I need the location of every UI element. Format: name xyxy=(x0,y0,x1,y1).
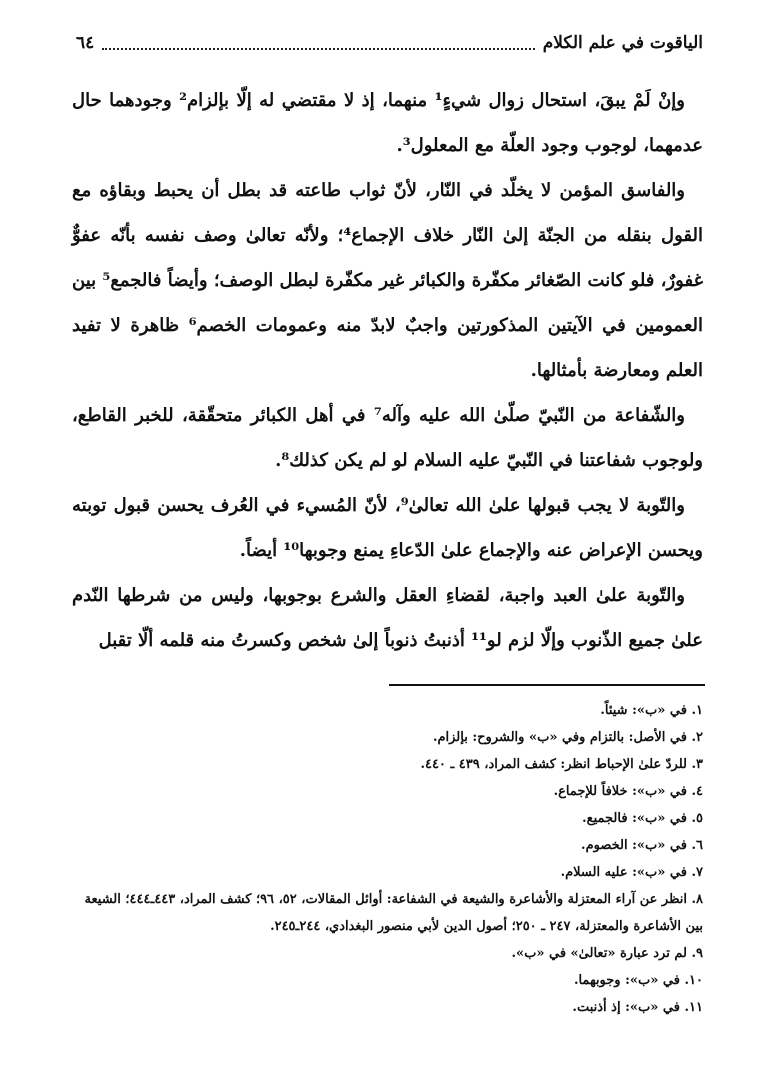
page-number: ٦٤ xyxy=(76,33,95,53)
footnote: ١١. في «ب»: إذ أذنبت. xyxy=(572,1000,703,1015)
footnote: ٣. للردّ علىٰ الإحباط انظر: كشف المراد، ٤٣٩ ـ ٤٤٠. xyxy=(420,757,703,772)
footnote: ٢. في الأصل: بالتزام وفي «ب» والشروح: بإلزام. xyxy=(432,730,703,745)
header-title: الياقوت في علم الكلام xyxy=(542,33,703,53)
header-dotted-leader xyxy=(102,36,535,50)
running-header xyxy=(76,30,703,56)
footnote: ٩. لم ترد عبارة «تعالىٰ» في «ب». xyxy=(511,946,703,961)
footnote: ٨. انظر عن آراء المعتزلة والأشاعرة والشيعة في الشفاعة: أوائل المقالات، ٥٢، ٩٦؛ كشف المراد، ٤٤٣ـ٤٤٤؛ الشيعة بين الأشاعرة والمعتزلة، ٢٤٧ ـ ٢٥٠؛ أصول الدين لأبي منصور البغدادي، ٢٤٤ـ٢٤٥. xyxy=(84,892,703,934)
paragraph: والتّوبة علىٰ العبد واجبة، لقضاءِ العقل والشرع بوجوبها، وليس من شرطها النّدم علىٰ جميع الذّنوب وإلّا لزم لو¹¹ أذنبتُ ذنوباً إلىٰ شخص وكسرتُ منه قلمه ألّا تقبل xyxy=(72,585,703,651)
footnote: ١٠. في «ب»: وجوبهما. xyxy=(573,973,703,988)
footnote: ٤. في «ب»: خلافاً للإجماع. xyxy=(553,784,703,799)
footnote-divider xyxy=(389,684,705,686)
paragraph: والفاسق المؤمن لا يخلّد في النّار، لأنّ ثواب طاعته قد بطل أن يحبط وبقاؤه مع القول بنقله من الجنّة إلىٰ النّار خلاف الإجماع⁴؛ ولأنّه تعالىٰ وصف نفسه بأنّه عفوٌّ غفورٌ، فلو كانت الصّغائر مكفّرة والكبائر غير مكفّرة لبطل الوصف؛ وأيضاً فالجمع⁵ بين العمومين في الآيتين المذكورتين واجبٌ لابدّ منه وعمومات الخصم⁶ ظاهرة لا تفيد العلم ومعارضة بأمثالها. xyxy=(72,180,703,381)
footnote: ٦. في «ب»: الخصوم. xyxy=(581,838,703,853)
paragraph: والتّوبة لا يجب قبولها علىٰ الله تعالىٰ⁹، لأنّ المُسيء في العُرف يحسن قبول توبته ويحسن الإعراض عنه والإجماع علىٰ الدّعاءِ يمنع وجوبها¹⁰ أيضاً. xyxy=(72,495,703,561)
footnote: ٧. في «ب»: عليه السلام. xyxy=(560,865,703,880)
paragraph: وإنْ لَمْ يبقَ، استحال زوال شيءٍ¹ منهما، إذ لا مقتضي له إلّا بإلزام² وجودهما حال عدمهما، لوجوب وجود العلّة مع المعلول³. xyxy=(72,90,703,156)
paragraph: والشّفاعة من النّبيّ صلّىٰ الله عليه وآله⁷ في أهل الكبائر متحقّقة، للخبر القاطع، ولوجوب شفاعتنا في النّبيّ عليه السلام لو لم يكن كذلك⁸. xyxy=(72,405,703,471)
main-text xyxy=(72,78,703,663)
footnotes xyxy=(72,697,703,1021)
footnote: ٥. في «ب»: فالجميع. xyxy=(582,811,703,826)
footnote: ١. في «ب»: شيئاً. xyxy=(600,703,703,718)
